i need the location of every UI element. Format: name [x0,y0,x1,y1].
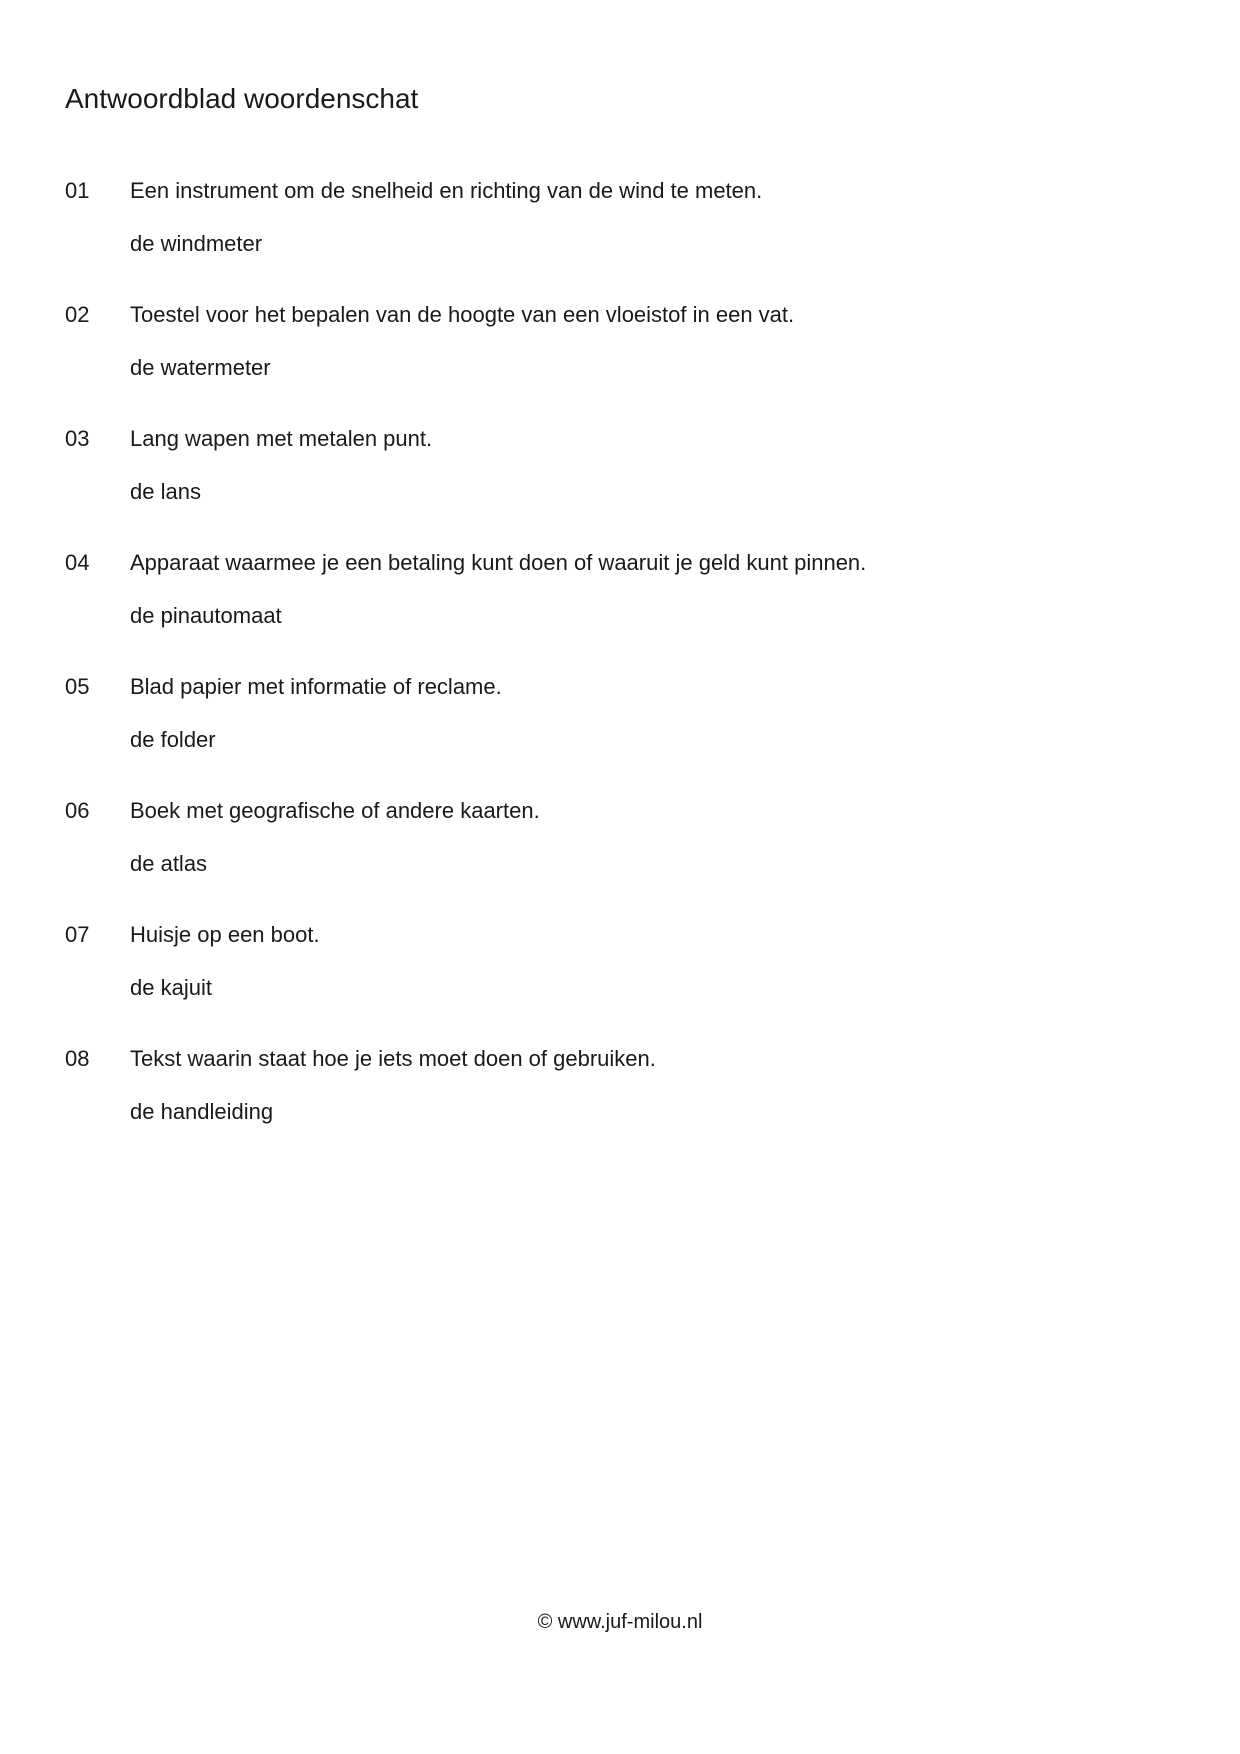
item-question: Een instrument om de snelheid en richting van de wind te meten. [130,178,763,203]
list-item [65,546,1175,670]
item-number: 04 [65,550,90,575]
list-item [65,1042,1175,1166]
item-question: Blad papier met informatie of reclame. [130,674,502,699]
item-number: 08 [65,1046,90,1071]
item-question: Tekst waarin staat hoe je iets moet doen of gebruiken. [130,1046,656,1071]
item-question: Huisje op een boot. [130,922,320,947]
answer-list [65,174,1175,1166]
list-item [65,174,1175,298]
item-answer: de atlas [130,851,208,876]
item-question: Toestel voor het bepalen van de hoogte van een vloeistof in een vat. [130,302,795,327]
item-number: 06 [65,798,90,823]
item-answer: de kajuit [130,975,212,1000]
page-title: Antwoordblad woordenschat [65,83,419,114]
item-answer: de handleiding [130,1099,274,1124]
item-answer: de watermeter [130,355,271,380]
item-question: Lang wapen met metalen punt. [130,426,433,451]
item-number: 05 [65,674,90,699]
item-number: 03 [65,426,90,451]
copyright-footer: © www.juf-milou.nl [537,1611,703,1633]
list-item [65,298,1175,422]
item-question: Apparaat waarmee je een betaling kunt doen of waaruit je geld kunt pinnen. [130,550,867,575]
list-item [65,670,1175,794]
list-item [65,918,1175,1042]
item-number: 01 [65,178,90,203]
item-answer: de windmeter [130,231,263,256]
item-answer: de lans [130,479,201,504]
item-number: 07 [65,922,90,947]
list-item [65,422,1175,546]
item-number: 02 [65,302,90,327]
item-answer: de folder [130,727,216,752]
item-answer: de pinautomaat [130,603,282,628]
list-item [65,794,1175,918]
item-question: Boek met geografische of andere kaarten. [130,798,540,823]
